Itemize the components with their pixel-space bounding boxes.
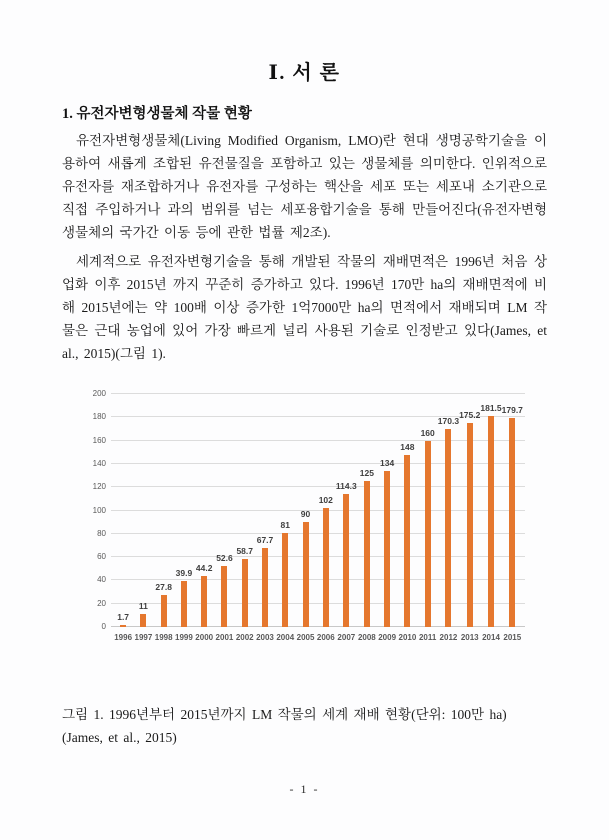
bar-column-2007	[335, 480, 357, 642]
x-axis-tick: 2004	[276, 633, 295, 642]
x-axis-tick: 2014	[482, 633, 500, 642]
x-axis-tick: 2009	[378, 633, 397, 642]
bar	[445, 429, 451, 627]
bar-column-1998	[154, 581, 174, 642]
x-axis-tick: 2012	[439, 633, 458, 642]
bar	[201, 576, 207, 628]
bar-column-2008	[357, 468, 377, 642]
x-axis-tick: 2011	[418, 633, 437, 642]
y-axis-tick-140: 140	[92, 458, 106, 468]
bar-column-2003	[255, 535, 275, 642]
y-axis-tick-120: 120	[92, 482, 106, 492]
x-axis-tick: 2010	[398, 633, 417, 642]
x-axis-tick: 2006	[316, 633, 335, 642]
y-axis-tick-0: 0	[101, 622, 106, 631]
bar-value-label: 81	[280, 519, 290, 530]
bar-value-label: 134	[380, 457, 395, 468]
bar-value-label: 114.3	[335, 480, 357, 491]
figure-caption-line1: 그림 1. 1996년부터 2015년까지 LM 작물의 세계 재배 현황(단위: 100만 ha)	[62, 707, 507, 722]
x-axis-tick: 2000	[195, 633, 214, 642]
y-axis-tick-80: 80	[97, 528, 106, 538]
bar-value-label: 170.3	[437, 415, 460, 426]
bar-column-2012	[437, 415, 460, 642]
paragraph-cultivation-trend: 세계적으로 유전자변형기술을 통해 개발된 작물의 재배면적은 1996년 처음 상업화 이후 2015년 까지 꾸준히 증가하고 있다. 1996년 170만 ha의 재배면적에 비해 2015년에는 약 100배 이상 증가한 1억7000만 ha의 면적에서 재배되며 LM 작물은 근대 농업에 있어 가장 빠르게 널리 사용된 기술로 인정받고 있다(James, et al., 2015)(그림 1).	[62, 254, 547, 361]
bar	[384, 471, 390, 627]
y-axis-tick-100: 100	[92, 505, 106, 515]
bar-column-2006	[316, 495, 336, 642]
x-axis-tick: 2007	[337, 633, 356, 642]
bar-value-label: 1.7	[117, 612, 130, 622]
bar-column-2013	[459, 409, 481, 642]
bar	[161, 595, 167, 627]
y-axis-tick-200: 200	[92, 389, 106, 398]
figure-caption-line2: (James, et al., 2015)	[62, 730, 177, 745]
bar	[509, 418, 515, 627]
bar-column-2002	[235, 545, 255, 642]
x-axis-tick: 1999	[175, 633, 193, 642]
bar-value-label: 148	[400, 441, 415, 452]
bar	[181, 581, 187, 628]
bar-column-2004	[275, 519, 295, 642]
bar-chart-lm-crop-area	[85, 389, 525, 642]
bar	[120, 625, 126, 627]
x-axis-tick: 2008	[357, 633, 376, 642]
x-axis-tick: 1996	[114, 633, 133, 642]
chart-plot-area	[111, 394, 525, 642]
bar-value-label: 160	[420, 427, 435, 438]
x-axis-tick: 2005	[296, 633, 315, 642]
bar-value-label: 125	[359, 468, 374, 479]
bar-value-label: 90	[300, 509, 311, 520]
x-axis-tick: 2015	[503, 633, 522, 642]
bar-column-2011	[418, 427, 438, 642]
x-axis-tick: 2013	[460, 633, 479, 642]
y-axis-tick-40: 40	[97, 575, 106, 585]
bar-column-2015	[501, 404, 523, 642]
bar-value-label: 181.5	[480, 402, 502, 413]
bar	[282, 533, 288, 627]
bar-column-2010	[397, 441, 417, 642]
section-heading: 1. 유전자변형생물체 작물 현황	[62, 106, 252, 122]
x-axis-tick: 2002	[235, 633, 254, 642]
page-number: - 1 -	[289, 782, 320, 796]
bar	[303, 522, 309, 627]
bar	[221, 566, 227, 627]
bar-value-label: 67.7	[256, 535, 274, 546]
bar-value-label: 11	[138, 601, 148, 612]
bar	[242, 559, 248, 627]
bar-value-label: 102	[318, 495, 333, 506]
y-axis-tick-20: 20	[97, 598, 106, 608]
bar	[488, 416, 494, 627]
y-axis-tick-180: 180	[92, 412, 106, 422]
bar	[467, 423, 473, 627]
figure-caption	[62, 703, 547, 749]
bar	[140, 614, 146, 627]
chart-bars	[111, 394, 525, 642]
x-axis-tick: 2003	[256, 633, 274, 642]
bar-column-2001	[214, 552, 234, 642]
bar	[343, 494, 349, 627]
bar-column-1999	[174, 567, 194, 642]
bar	[364, 481, 370, 627]
bar-value-label: 44.2	[195, 562, 213, 573]
chart-y-axis	[85, 389, 111, 631]
bar-value-label: 179.7	[501, 404, 523, 415]
bar-column-1997	[133, 601, 153, 642]
bar	[404, 455, 410, 627]
x-axis-tick: 1997	[134, 633, 153, 642]
y-axis-tick-160: 160	[92, 435, 106, 445]
bar-column-2014	[480, 402, 502, 642]
bar-value-label: 58.7	[236, 545, 253, 556]
bar-column-2000	[194, 562, 214, 642]
bar-column-1996	[113, 612, 133, 642]
paragraph-lmo-definition: 유전자변형생물체(Living Modified Organism, LMO)란 현대 생명공학기술을 이용하여 새롭게 조합된 유전물질을 포함하고 있는 생물체를 의미한다. 인위적으로 유전자를 재조합하거나 유전자를 구성하는 핵산을 세포 또는 세포내 소기관으로 직접 주입하거나 과의 범위를 넘는 세포융합기술을 통해 만들어진다(유전자변형생물체의 국가간 이동 등에 관한 법률 제2조).	[62, 133, 547, 240]
bar	[323, 508, 329, 627]
bar-column-2009	[377, 457, 397, 642]
bar-value-label: 52.6	[216, 552, 233, 563]
bar	[425, 441, 431, 627]
page-title: Ⅰ. 서 론	[268, 62, 341, 84]
bar-value-label: 27.8	[155, 581, 172, 592]
bar	[262, 548, 268, 627]
bar-value-label: 39.9	[175, 567, 193, 578]
x-axis-tick: 2001	[215, 633, 234, 642]
y-axis-tick-60: 60	[97, 552, 106, 562]
x-axis-tick: 1998	[154, 633, 173, 642]
bar-column-2005	[295, 509, 315, 642]
bar-value-label: 175.2	[459, 409, 481, 420]
